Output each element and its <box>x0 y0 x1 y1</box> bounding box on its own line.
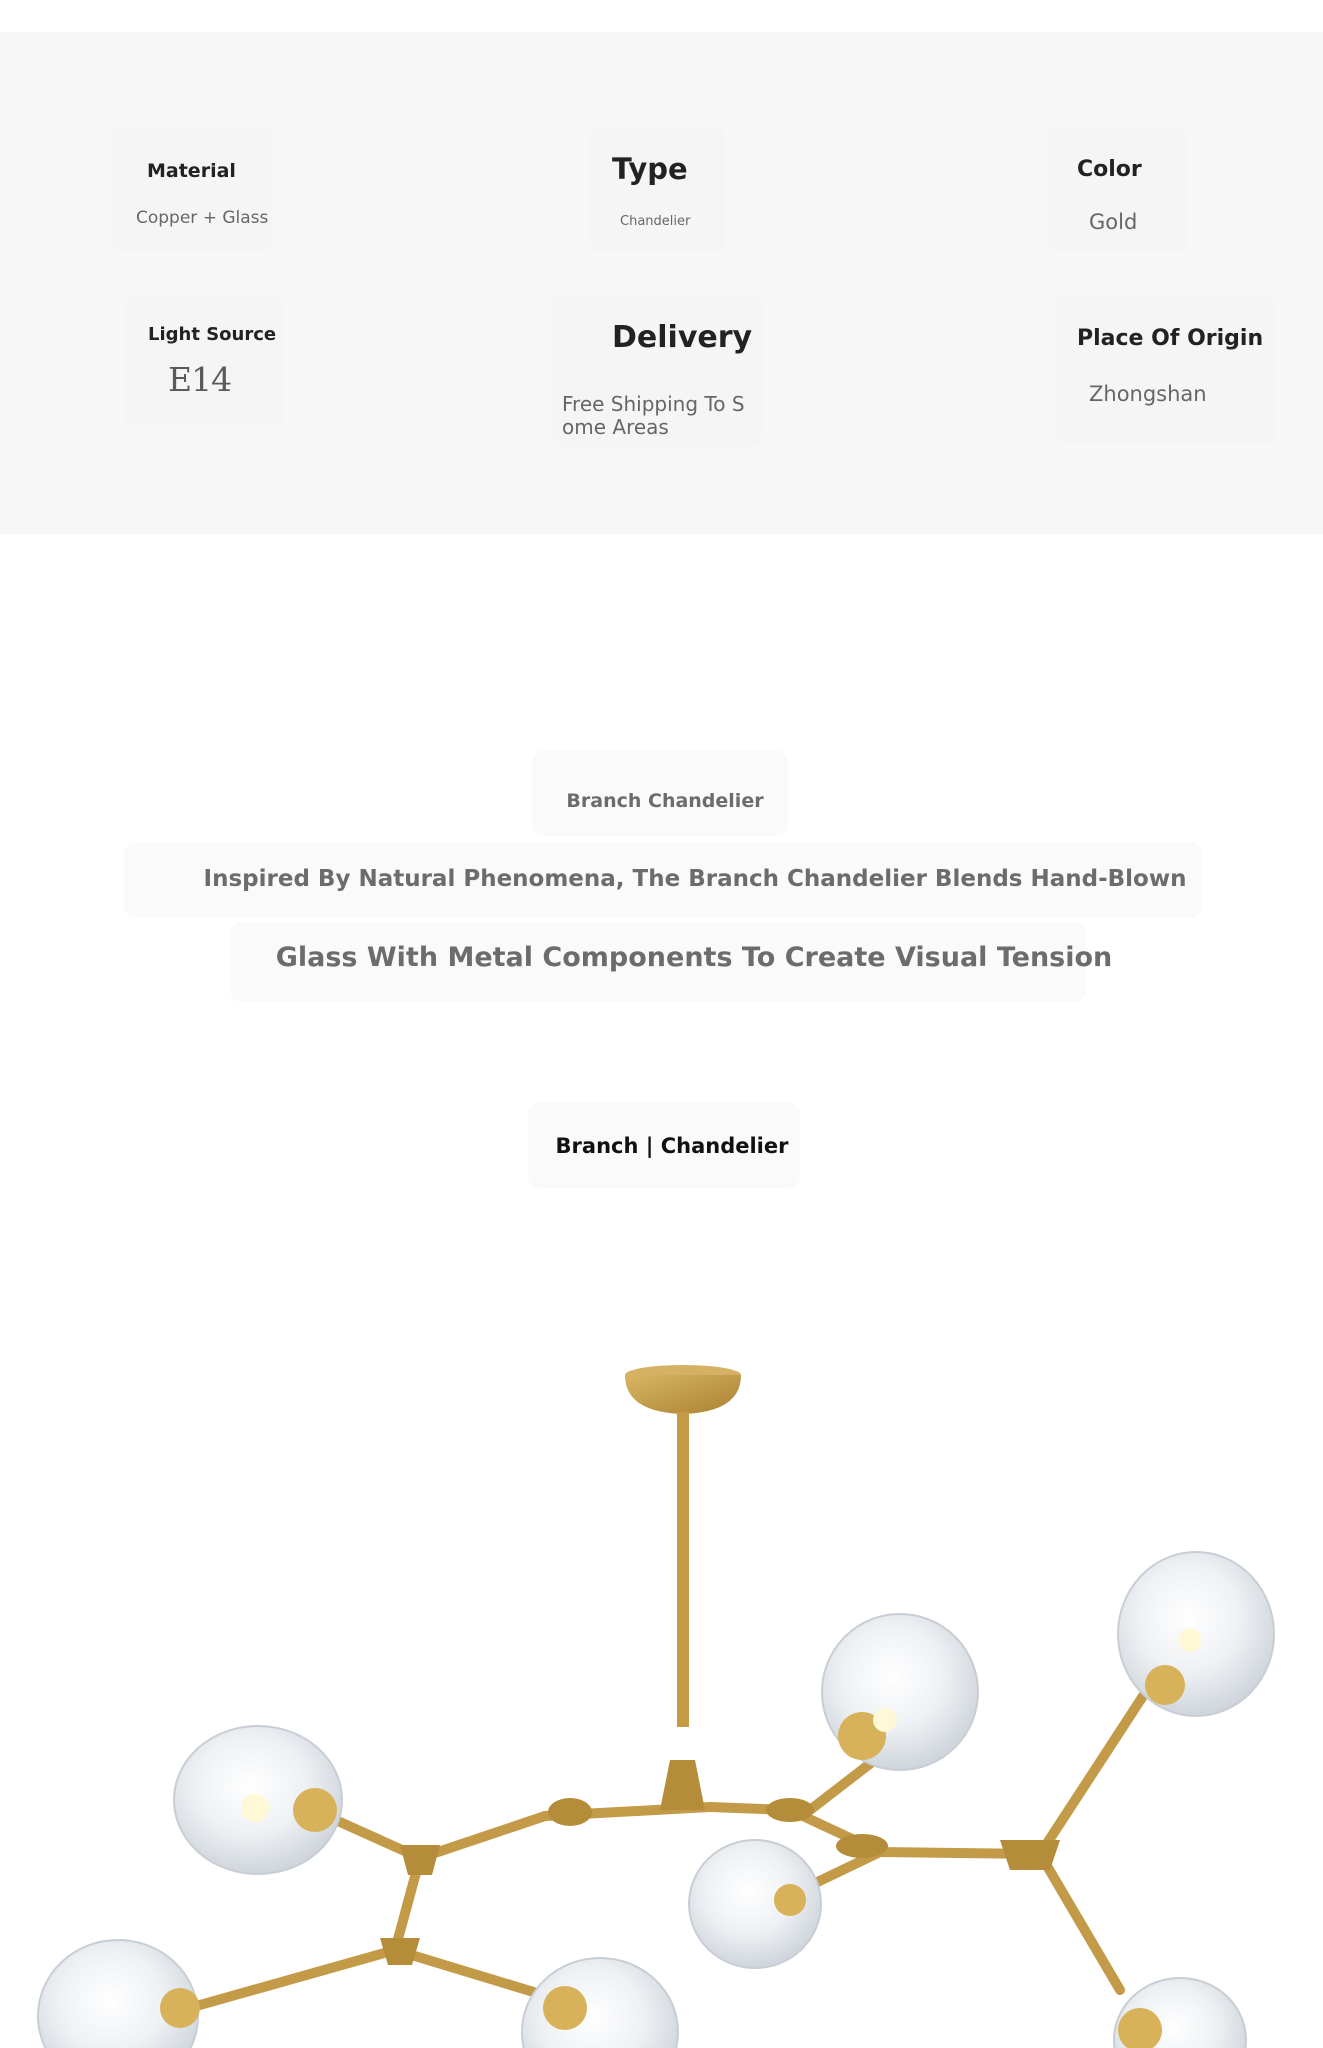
spec-light-source-value: E14 <box>168 360 232 399</box>
spec-color <box>1048 128 1188 252</box>
spec-delivery <box>552 296 762 446</box>
spec-origin-label: Place Of Origin <box>1077 326 1264 351</box>
globe-bottom-center <box>522 1958 678 2048</box>
product-image <box>0 1340 1323 2048</box>
intro-line1: Inspired By Natural Phenomena, The Branch Chandelier Blends Hand-Blown <box>203 866 1187 892</box>
spec-material <box>112 128 272 252</box>
spec-light-source <box>124 296 284 426</box>
spec-type-value: Chandelier <box>620 214 691 229</box>
spec-delivery-label: Delivery <box>612 320 753 355</box>
chandelier-canopy <box>625 1365 741 1727</box>
intro-line2: Glass With Metal Components To Create Visual Tension <box>275 942 1113 973</box>
spec-delivery-value-line2: ome Areas <box>562 415 669 439</box>
spec-color-label: Color <box>1077 157 1142 182</box>
spec-type <box>590 128 726 252</box>
globe-center-low <box>689 1840 821 1968</box>
spec-material-label: Material <box>147 160 236 182</box>
spec-material-value: Copper + Glass <box>136 208 269 228</box>
globe-bottom-right <box>1114 1978 1246 2048</box>
intro-heading: Branch Chandelier <box>566 790 764 812</box>
spec-origin-value: Zhongshan <box>1089 382 1207 406</box>
spec-type-label: Type <box>612 152 688 186</box>
globe-left-upper <box>174 1726 342 1874</box>
globe-bottom-left <box>38 1940 200 2048</box>
globe-top-center <box>822 1614 978 1770</box>
chandelier-globes <box>38 1552 1274 2048</box>
spec-delivery-value-line1: Free Shipping To S <box>562 392 745 416</box>
spec-light-source-label: Light Source <box>148 324 277 345</box>
globe-top-right <box>1118 1552 1274 1716</box>
product-title: Branch | Chandelier <box>555 1134 789 1158</box>
spec-color-value: Gold <box>1089 210 1138 234</box>
spec-origin <box>1056 296 1276 444</box>
spec-section <box>0 32 1323 534</box>
